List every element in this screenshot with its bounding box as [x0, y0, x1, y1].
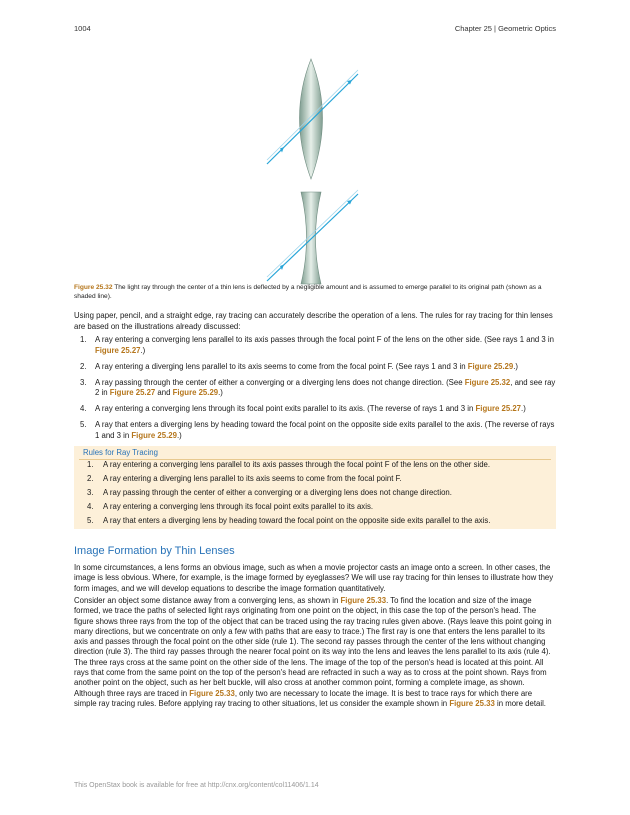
figure-link[interactable]: Figure 25.29: [467, 361, 514, 371]
list-number: 2.: [80, 361, 87, 371]
list-number: 4.: [87, 502, 94, 512]
rule-text: A ray that enters a diverging lens by heading toward the focal point on the opposite side exits parallel to the axis. (The reverse of rays 1 and 3 in: [95, 420, 555, 440]
figure-link[interactable]: Figure 25.29: [172, 388, 219, 397]
converging-lens: [300, 59, 323, 179]
figure-link[interactable]: Figure 25.33: [449, 698, 495, 708]
list-number: 3.: [80, 377, 87, 387]
list-item: [74, 488, 556, 499]
figure-link[interactable]: Figure 25.27: [95, 345, 141, 355]
list-item: [74, 378, 556, 399]
page-number: 1004: [74, 24, 91, 33]
figure-link[interactable]: Figure 25.32: [464, 377, 511, 387]
figure-caption-text: The light ray through the center of a thin lens is deflected by a negligible amount and is assumed to emerge parallel to its original path (shown as a shaded line).: [74, 284, 542, 300]
paragraph-text: in more detail.: [494, 698, 546, 708]
rule-text: .): [513, 361, 518, 371]
body-paragraph: [74, 596, 556, 709]
body-paragraph: In some circumstances, a lens forms an obvious image, such as when a movie projector casts an image onto a screen. In other cases, the image is less obvious. Where, for example, is the image formed by eyeglasses? We will use ray tracing for thin lenses to illustrate how they form images, and we will develop equations to describe the image formation quantitatively.: [74, 563, 554, 593]
figure-link[interactable]: Figure 25.29: [131, 430, 177, 440]
list-number: 3.: [87, 488, 94, 498]
list-item: [74, 335, 556, 356]
lens-figure: [250, 55, 380, 285]
chapter-header: Chapter 25 | Geometric Optics: [454, 24, 556, 33]
list-number: 5.: [80, 420, 87, 429]
paragraph-text: . To find the location and size of the image formed, we trace the paths of selected light rays originating from one point on the object, in this case the top of the person's head. The figure shows three rays from the top of the object that can be traced using the ray tracing rules given above. (Rays leave this point going in many directions, but we concentrate on only a few with paths that are easy to trace.) The first ray is one that enters the lens parallel to its axis and passes through the focal point on the other side (rule 1). The second ray passes through the center of the lens without changing direction (rule 3). The third ray passes through the nearer focal point on its way into the lens and leaves the lens parallel to its axis (rule 4). The three rays cross at the same point on the other side of the lens. The image of the top of the person's head is located at this point. All rays that come from the same point on the top of the person's head are refracted in such a way as to cross at the point shown. Rays from another point on the object, such as her belt buckle, will also cross at another common point, forming a complete image, as shown. Although three rays are traced in: [74, 596, 552, 698]
rule-text: A ray passing through the center of either a converging or a diverging lens does not change direction.: [103, 488, 452, 498]
list-number: 1.: [80, 335, 87, 344]
rule-text: .): [218, 388, 223, 397]
list-item: [74, 516, 556, 527]
list-item: [74, 460, 556, 471]
list-item: [74, 362, 556, 373]
rule-text: , and see ray 2 in: [95, 377, 556, 397]
rule-text: .): [521, 404, 526, 413]
paragraph-text: , only two are necessary to locate the image. It is best to trace rays for which there are simple ray tracing rules. Before applying ray tracing to other situations, let us consider the example shown in: [74, 688, 533, 708]
rule-text: .): [140, 345, 146, 355]
list-item: [74, 502, 556, 513]
rule-text: A ray entering a converging lens through its focal point exits parallel to its axis. (The reverse of rays 1 and 3 in: [95, 404, 476, 413]
list-item: [74, 404, 556, 415]
list-item: [74, 474, 556, 485]
list-item: [74, 420, 556, 441]
figure-link[interactable]: Figure 25.33: [340, 596, 387, 605]
ray-tracing-rules-list: [74, 335, 556, 447]
list-number: 1.: [87, 460, 94, 469]
rule-text: .): [176, 430, 182, 440]
list-number: 5.: [87, 516, 94, 526]
rule-text: and: [155, 388, 173, 397]
list-number: 2.: [87, 474, 94, 484]
intro-paragraph: Using paper, pencil, and a straight edge, ray tracing can accurately describe the operation of a lens. The rules for ray tracing for thin lenses are based on the illustrations already discussed:: [74, 311, 553, 331]
rule-text: A ray entering a diverging lens parallel to its axis seems to come from the focal point F.: [103, 474, 402, 484]
rules-callout-box: [74, 446, 556, 529]
rule-text: A ray that enters a diverging lens by heading toward the focal point on the opposite side exits parallel to the axis.: [103, 516, 491, 526]
figure-caption: [74, 283, 556, 301]
figure-label: Figure 25.32: [74, 284, 113, 291]
figure-link[interactable]: Figure 25.27: [475, 404, 522, 413]
rule-text: A ray entering a converging lens parallel to its axis passes through the focal point F of the lens on the other side. (See rays 1 and 3 in: [95, 335, 554, 344]
rule-text: A ray entering a diverging lens parallel to its axis seems to come from the focal point F. (See rays 1 and 3 in: [95, 361, 468, 371]
rule-text: A ray entering a converging lens through its focal point exits parallel to its axis.: [103, 502, 374, 512]
callout-rules-list: [74, 460, 556, 530]
figure-link[interactable]: Figure 25.33: [189, 688, 235, 698]
paragraph-text: Consider an object some distance away from a converging lens, as shown in: [74, 596, 341, 605]
list-number: 4.: [80, 404, 87, 413]
section-heading: Image Formation by Thin Lenses: [74, 545, 235, 557]
callout-title: Rules for Ray Tracing: [83, 448, 158, 457]
diverging-lens: [301, 192, 321, 284]
rule-text: A ray entering a converging lens parallel to its axis passes through the focal point F of the lens on the other side.: [103, 460, 491, 469]
rule-text: A ray passing through the center of either a converging or a diverging lens does not change direction. (See: [95, 377, 465, 387]
page-footer: This OpenStax book is available for free at http://cnx.org/content/col11406/1.14: [74, 782, 319, 789]
figure-link[interactable]: Figure 25.27: [109, 388, 156, 397]
